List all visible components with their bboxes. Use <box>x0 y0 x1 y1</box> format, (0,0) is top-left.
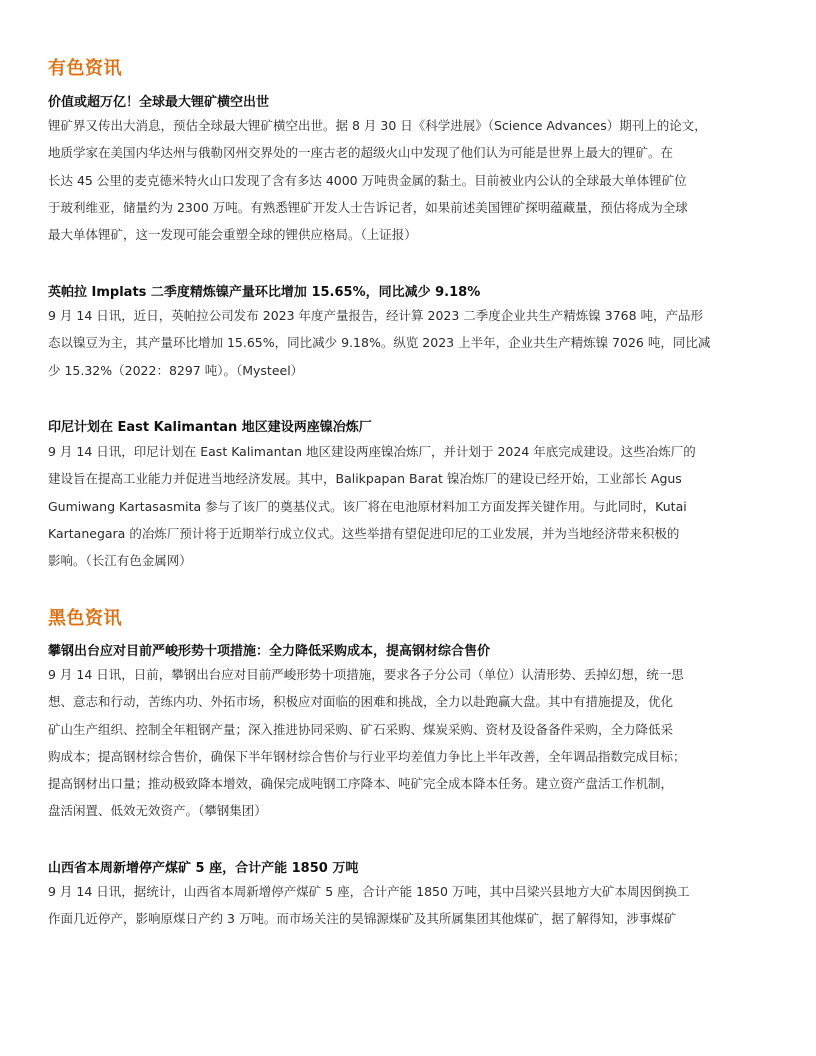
article-line: Gumiwang Kartasasmita 参与了该厂的奠基仪式。该厂将在电池原材料加工方面发挥关键作用。与此同时，Kutai <box>48 498 687 514</box>
article-line: 地质学家在美国内华达州与俄勒冈州交界处的一座古老的超级火山中发现了他们认为可能是世界上最大的锂矿。在 <box>48 145 674 161</box>
article-line: 9 月 14 日讯，日前，攀钢出台应对目前严峻形势十项措施，要求各子分公司（单位）认清形势、丢掉幻想，统一思 <box>48 667 684 682</box>
article-line: 于玻利维亚，储量约为 2300 万吨。有熟悉锂矿开发人士告诉记者，如果前述美国锂矿探明蕴藏量，预估将成为全球 <box>48 199 688 215</box>
article-line: 矿山生产组织、控制全年粗钢产量；深入推进协同采购、矿石采购、煤炭采购、资材及设备备件采购，全力降低采 <box>48 721 674 737</box>
article-body <box>48 112 774 248</box>
article-line: 盘活闲置、低效无效资产。（攀钢集团） <box>48 803 267 819</box>
article-line: Kartanegara 的冶炼厂预计将于近期举行成立仪式。这些举措有望促进印尼的工业发展，并为当地经济带来积极的 <box>48 525 680 541</box>
article-line: 少 15.32%（2022：8297 吨）。（Mysteel） <box>48 362 304 378</box>
article-line: 影响。（长江有色金属网） <box>48 553 192 569</box>
article-line: 购成本；提高钢材综合售价，确保下半年钢材综合售价与行业平均差值力争比上半年改善，全年调品指数完成目标； <box>48 748 686 764</box>
article-line: 锂矿界又传出大消息，预估全球最大锂矿横空出世。据 8 月 30 日《科学进展》（Science Advances）期刊上的论文， <box>48 118 707 133</box>
article-line: 提高钢材出口量；推动极致降本增效，确保完成吨钢工序降本、吨矿完全成本降本任务。建立资产盘活工作机制， <box>48 776 674 792</box>
article-line: 态以镍豆为主，其产量环比增加 15.65%，同比减少 9.18%。纵览 2023 上半年，企业共生产精炼镍 7026 吨，同比减 <box>48 335 711 351</box>
article-line: 作面几近停产，影响原煤日产约 3 万吨。而市场关注的昊锦源煤矿及其所属集团其他煤矿，据了解得知，涉事煤矿 <box>48 911 677 927</box>
article-line: 9 月 14 日讯，据统计，山西省本周新增停产煤矿 5 座，合计产能 1850 万吨，其中吕梁兴县地方大矿本周因倒换工 <box>48 884 690 899</box>
section-title-nonferrous: 有色资讯 <box>48 58 122 79</box>
article-line: 9 月 14 日讯，印尼计划在 East Kalimantan 地区建设两座镍冶炼厂，并计划于 2024 年底完成建设。这些冶炼厂的 <box>48 444 696 459</box>
section-title-ferrous: 黑色资讯 <box>48 608 122 629</box>
article-body <box>48 661 774 825</box>
article-headline: 英帕拉 Implats 二季度精炼镍产量环比增加 15.65%，同比减少 9.18% <box>48 285 481 300</box>
article-line: 长达 45 公里的麦克德米特火山口发现了含有多达 4000 万吨贵金属的黏土。目前被业内公认的全球最大单体锂矿位 <box>48 172 687 188</box>
article-line: 建设旨在提高工业能力并促进当地经济发展。其中，Balikpapan Barat 镍冶炼厂的建设已经开始，工业部长 Agus <box>48 471 682 487</box>
article-headline: 攀钢出台应对目前严峻形势十项措施：全力降低采购成本，提高钢材综合售价 <box>48 644 491 659</box>
article-line: 最大单体锂矿，这一发现可能会重塑全球的锂供应格局。（上证报） <box>48 227 417 243</box>
article-body <box>48 438 774 574</box>
article-headline: 价值或超万亿！全球最大锂矿横空出世 <box>48 95 270 110</box>
article-headline: 山西省本周新增停产煤矿 5 座，合计产能 1850 万吨 <box>48 861 359 876</box>
article-headline: 印尼计划在 East Kalimantan 地区建设两座镍冶炼厂 <box>48 420 372 435</box>
article-body <box>48 302 774 384</box>
article-line: 9 月 14 日讯，近日，英帕拉公司发布 2023 年度产量报告，经计算 2023 二季度企业共生产精炼镍 3768 吨，产品形 <box>48 308 704 323</box>
article-body <box>48 878 774 933</box>
article-line: 想、意志和行动，苦练内功、外拓市场，积极应对面临的困难和挑战，全力以赴跑赢大盘。其中有措施提及，优化 <box>48 694 674 710</box>
